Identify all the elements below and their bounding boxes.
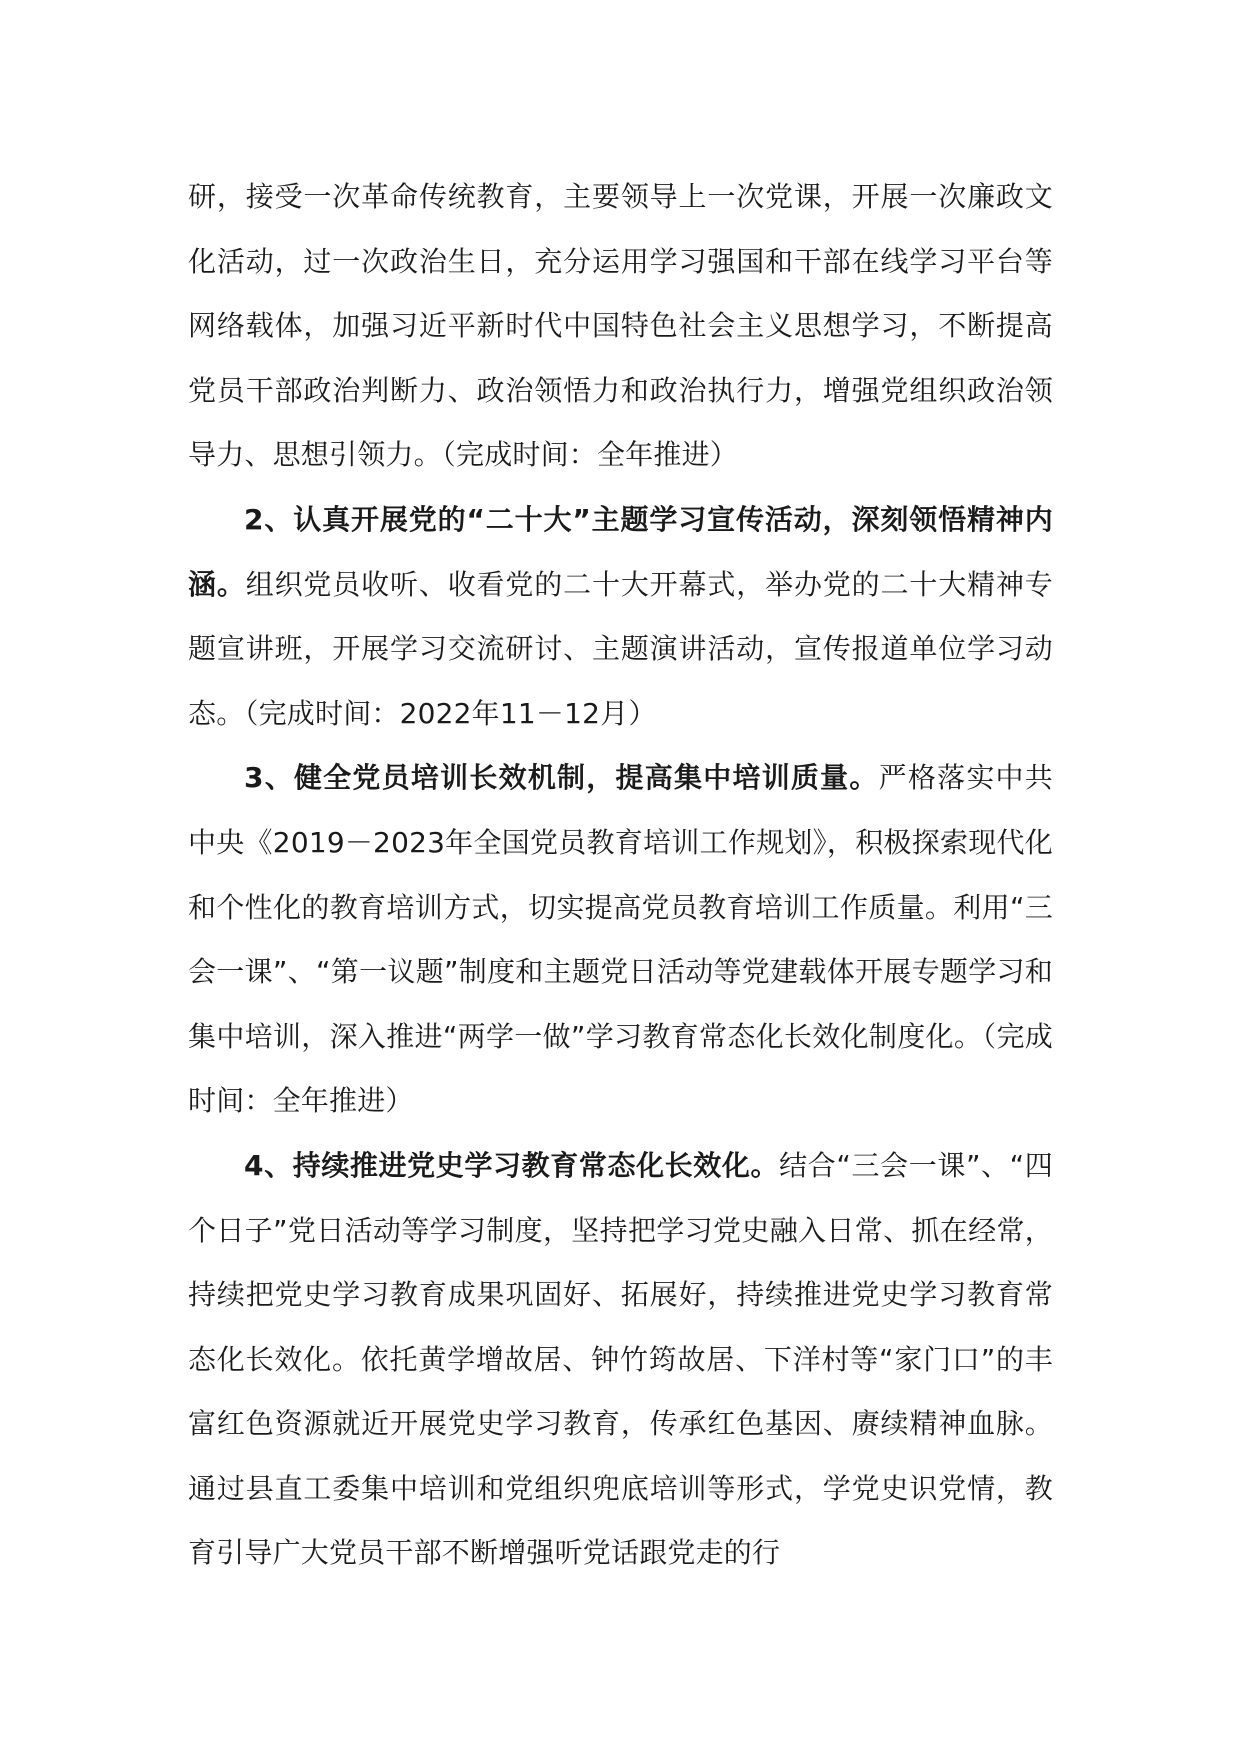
paragraph-3-body: 严格落实中共中央《2019－2023年全国党员教育培训工作规划》，积极探索现代化和个性化的教育培训方式，切实提高党员教育培训工作质量。利用“三会一课”、“第一议题”制度和主题党日活动等党建载体开展专题学习和集中培训，深入推进“两学一做”学习教育常态化长效化制度化。（完成时间：全年推进） <box>188 761 1053 1118</box>
paragraph-4-heading: 4、持续推进党史学习教育常态化长效化。 <box>244 1148 780 1182</box>
document-body <box>188 165 1053 1586</box>
paragraph-item-3 <box>188 746 1053 1134</box>
paragraph-continuation <box>188 165 1053 488</box>
paragraph-2-heading: 2、认真开展党的“二十大”主题学习宣传活动，深刻领悟精神内涵。 <box>188 502 1053 601</box>
paragraph-2-body: 组织党员收听、收看党的二十大开幕式，举办党的二十大精神专题宣讲班，开展学习交流研讨、主题演讲活动，宣传报道单位学习动态。（完成时间：2022年11－12月） <box>188 567 1053 730</box>
paragraph-item-4 <box>188 1134 1053 1586</box>
paragraph-1-body: 研，接受一次革命传统教育，主要领导上一次党课，开展一次廉政文化活动，过一次政治生日，充分运用学习强国和干部在线学习平台等网络载体，加强习近平新时代中国特色社会主义思想学习，不断提高党员干部政治判断力、政治领悟力和政治执行力，增强党组织政治领导力、思想引领力。（完成时间：全年推进） <box>188 180 1053 472</box>
paragraph-3-heading: 3、健全党员培训长效机制，提高集中培训质量。 <box>244 761 879 795</box>
paragraph-item-2 <box>188 488 1053 746</box>
paragraph-4-body: 结合“三会一课”、“四个日子”党日活动等学习制度，坚持把学习党史融入日常、抓在经常，持续把党史学习教育成果巩固好、拓展好，持续推进党史学习教育常态化长效化。依托黄学增故居、钟竹筠故居、下洋村等“家门口”的丰富红色资源就近开展党史学习教育，传承红色基因、赓续精神血脉。通过县直工委集中培训和党组织兜底培训等形式，学党史识党情，教育引导广大党员干部不断增强听党话跟党走的行 <box>188 1148 1053 1570</box>
